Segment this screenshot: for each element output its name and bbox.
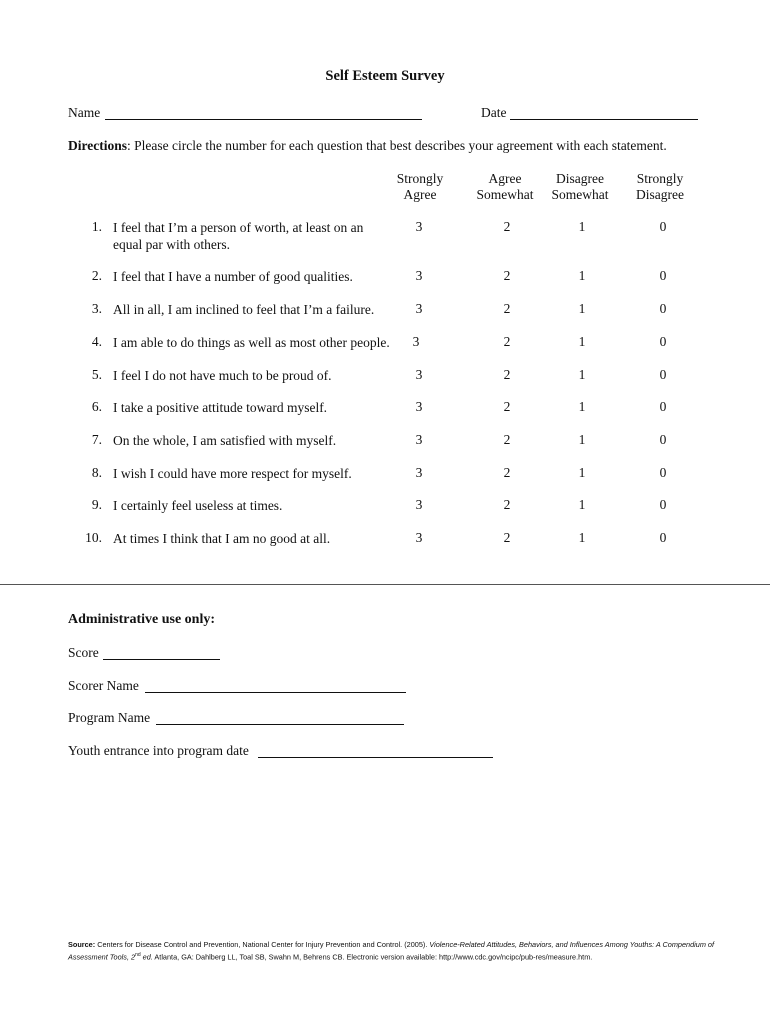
date-label: Date bbox=[481, 105, 507, 120]
source-edition-sup: nd bbox=[135, 952, 141, 958]
question-text: I wish I could have more respect for myself. bbox=[113, 466, 352, 481]
question-text: I feel that I have a number of good qualities. bbox=[113, 269, 353, 284]
source-edition: ed. bbox=[140, 952, 153, 962]
response-option[interactable]: 3 bbox=[415, 432, 423, 447]
response-option[interactable]: 0 bbox=[659, 530, 667, 545]
response-option[interactable]: 0 bbox=[659, 334, 667, 349]
response-option[interactable]: 0 bbox=[659, 432, 667, 447]
question-number: 3. bbox=[91, 301, 102, 316]
source-text: Centers for Disease Control and Prevention, National Center for Injury Prevention and Control. (2005). bbox=[95, 940, 430, 949]
response-option[interactable]: 3 bbox=[415, 219, 423, 234]
response-option[interactable]: 0 bbox=[659, 399, 667, 414]
source-title: Violence-Related Attitudes, Behaviors, and Influences Among Youths: A Compendium of Assessment Tools, 2 bbox=[68, 940, 715, 962]
response-option[interactable]: 1 bbox=[578, 301, 586, 316]
response-option[interactable]: 0 bbox=[659, 367, 667, 382]
column-header-line: Agree bbox=[403, 187, 437, 202]
admin-title: Administrative use only: bbox=[68, 612, 215, 627]
response-option[interactable]: 0 bbox=[659, 465, 667, 480]
program-name-label: Program Name bbox=[68, 710, 151, 725]
question-text: All in all, I am inclined to feel that I’m a failure. bbox=[113, 302, 375, 317]
column-header-line: Somewhat bbox=[476, 187, 534, 202]
score-label: Score bbox=[68, 645, 99, 660]
source-label: Source: bbox=[68, 940, 96, 949]
question-number: 9. bbox=[91, 497, 102, 512]
scorer-name-label: Scorer Name bbox=[68, 678, 139, 693]
response-option[interactable]: 2 bbox=[503, 497, 511, 512]
question-text: I take a positive attitude toward myself. bbox=[113, 400, 328, 415]
question-number: 4. bbox=[91, 334, 102, 349]
response-option[interactable]: 1 bbox=[578, 399, 586, 414]
response-option[interactable]: 2 bbox=[503, 432, 511, 447]
source-citation bbox=[68, 940, 728, 962]
program-name-field[interactable] bbox=[156, 724, 404, 725]
page-title: Self Esteem Survey bbox=[325, 68, 445, 84]
question-number: 1. bbox=[91, 219, 102, 234]
entrance-date-field[interactable] bbox=[258, 757, 493, 758]
name-field[interactable] bbox=[105, 119, 422, 120]
response-option[interactable]: 3 bbox=[412, 334, 420, 349]
column-header-line: Somewhat bbox=[551, 187, 609, 202]
response-option[interactable]: 2 bbox=[503, 301, 511, 316]
response-option[interactable]: 1 bbox=[578, 219, 586, 234]
score-field[interactable] bbox=[103, 659, 220, 660]
question-text: I feel I do not have much to be proud of. bbox=[113, 368, 332, 383]
response-option[interactable]: 3 bbox=[415, 301, 423, 316]
question-text: At times I think that I am no good at all. bbox=[113, 531, 331, 546]
question-number: 7. bbox=[91, 432, 102, 447]
section-divider bbox=[0, 584, 770, 585]
response-option[interactable]: 0 bbox=[659, 268, 667, 283]
response-option[interactable]: 1 bbox=[578, 334, 586, 349]
question-number: 2. bbox=[91, 268, 102, 283]
question-text: I am able to do things as well as most other people. bbox=[113, 335, 390, 350]
column-header-line: Strongly bbox=[636, 171, 684, 186]
directions-text: : Please circle the number for each question that best describes your agreement with each statement. bbox=[127, 138, 667, 153]
column-header-strongly-agree bbox=[384, 171, 456, 203]
response-option[interactable]: 3 bbox=[415, 497, 423, 512]
response-option[interactable]: 1 bbox=[578, 497, 586, 512]
response-option[interactable]: 2 bbox=[503, 219, 511, 234]
response-option[interactable]: 2 bbox=[503, 367, 511, 382]
response-option[interactable]: 3 bbox=[415, 268, 423, 283]
response-option[interactable]: 3 bbox=[415, 465, 423, 480]
response-option[interactable]: 2 bbox=[503, 399, 511, 414]
question-text: I certainly feel useless at times. bbox=[113, 498, 283, 513]
directions-label: Directions bbox=[68, 138, 127, 153]
response-option[interactable]: 1 bbox=[578, 530, 586, 545]
response-option[interactable]: 1 bbox=[578, 268, 586, 283]
column-header-strongly-disagree bbox=[624, 171, 696, 203]
response-option[interactable]: 1 bbox=[578, 367, 586, 382]
question-number: 6. bbox=[91, 399, 102, 414]
scorer-name-field[interactable] bbox=[145, 692, 406, 693]
response-option[interactable]: 2 bbox=[503, 530, 511, 545]
response-option[interactable]: 0 bbox=[659, 497, 667, 512]
response-option[interactable]: 3 bbox=[415, 530, 423, 545]
column-header-agree-somewhat bbox=[469, 171, 541, 203]
response-option[interactable]: 2 bbox=[503, 334, 511, 349]
response-option[interactable]: 1 bbox=[578, 432, 586, 447]
name-label: Name bbox=[68, 105, 101, 120]
date-field[interactable] bbox=[510, 119, 698, 120]
response-option[interactable]: 2 bbox=[503, 268, 511, 283]
directions bbox=[68, 138, 667, 154]
question-text: On the whole, I am satisfied with myself. bbox=[113, 433, 337, 448]
column-header-line: Disagree bbox=[636, 187, 684, 202]
source-text-2: Atlanta, GA: Dahlberg LL, Toal SB, Swahn M, Behrens CB. Electronic version available: http://www.cdc.gov/ncipc/pub-res/measure.htm. bbox=[152, 952, 593, 962]
column-header-line: Strongly bbox=[396, 171, 444, 186]
question-number: 5. bbox=[91, 367, 102, 382]
question-number: 8. bbox=[91, 465, 102, 480]
response-option[interactable]: 0 bbox=[659, 301, 667, 316]
response-option[interactable]: 0 bbox=[659, 219, 667, 234]
response-option[interactable]: 3 bbox=[415, 367, 423, 382]
column-header-disagree-somewhat bbox=[544, 171, 616, 203]
response-option[interactable]: 1 bbox=[578, 465, 586, 480]
column-header-line: Disagree bbox=[556, 171, 604, 186]
response-option[interactable]: 2 bbox=[503, 465, 511, 480]
question-number: 10. bbox=[85, 530, 102, 545]
response-option[interactable]: 3 bbox=[415, 399, 423, 414]
column-header-line: Agree bbox=[488, 171, 522, 186]
question-text: I feel that I’m a person of worth, at least on an equal par with others. bbox=[113, 220, 364, 252]
entrance-date-label: Youth entrance into program date bbox=[68, 743, 249, 758]
